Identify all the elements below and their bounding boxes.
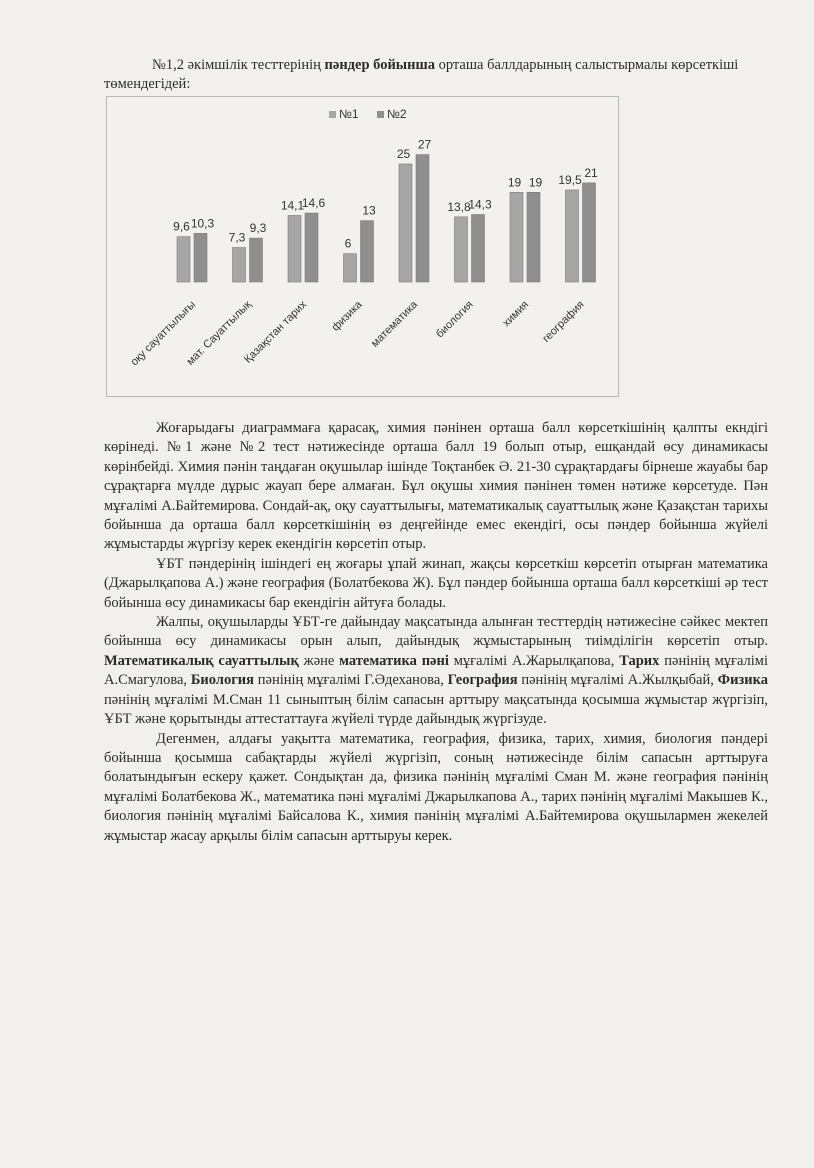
bar-2-7 bbox=[583, 183, 596, 282]
intro-text bbox=[104, 56, 764, 94]
intro-text-start: №1,2 әкімшілік тесттерінің bbox=[152, 57, 325, 73]
intro-text-end: орташа баллдарының салыстырмалы көрсеткіші төмендегідей: bbox=[104, 57, 739, 92]
data-label-1-0: 9,6 bbox=[173, 219, 190, 234]
p3-bold-4: Биология bbox=[190, 672, 254, 689]
data-label-2-5: 14,3 bbox=[468, 197, 492, 212]
data-label-1-6: 19 bbox=[507, 175, 522, 190]
bar-1-0 bbox=[177, 237, 190, 282]
category-label-5: биология bbox=[433, 298, 476, 341]
category-label-1: мат. Сауаттылық bbox=[184, 298, 254, 368]
category-label-6: химия bbox=[500, 298, 532, 330]
bar-2-0 bbox=[194, 233, 207, 282]
legend-label-1: №1 bbox=[339, 107, 359, 121]
data-label-2-2: 14,6 bbox=[301, 196, 326, 211]
bar-1-6 bbox=[510, 192, 523, 282]
data-label-1-4: 25 bbox=[396, 147, 411, 161]
p3-text-3: мұғалімі А.Жарылқапова, bbox=[448, 652, 620, 669]
paragraph-4: Дегенмен, алдағы уақытта математика, география, физика, тарих, химия, биология пәндері бойынша қосымша сабақтарды жүйелі жүргізіп, соның нәтижесінде білім сапасын арттыруға болатындығын ескеру қажет. Сондықтан да, физика пәнінің мұғалімі Сман М. және география пәнінің мұғалімі Болатбекова Ж., математика пәні мұғалімі Джарылкапова А., тарих пәнінің мұғалімі Макышев К., биология пәнінің мұғалімі Байсалова К., химия пәнінің мұғалімі А.Байтемирова оқушылармен жекелей жұмыстар жасау арқылы білім сапасын арттыруы керек. bbox=[104, 730, 768, 844]
data-label-1-1: 7,3 bbox=[228, 230, 246, 245]
data-label-2-1: 9,3 bbox=[249, 221, 267, 236]
p3-text-2: және bbox=[298, 652, 340, 669]
paragraph-1: Жоғарыдағы диаграммаға қарасақ, химия пәнінен орташа балл көрсеткішінің қалпты екндігі көрінеді. №1 және №2 тест нәтижесінде орташа балл 19 болып отыр, ешқандай өсу динамикасы көрінбейді. Химия пәнін таңдаған оқушылар ішінде Тоқтанбек Ә. 21-30 сұрақтардағы бірнеше жауабы бар сұрақтарға мүлде дұрыс жауап бере алмаған. Бұл оқушы химия пәнінен төмен нәтиже көрсетуде. Пән мұғалімі А.Байтемирова. Сондай-ақ, оқу сауаттылығы, математикалық сауаттылық және Қазақстан тарихы бойынша да орташа балл көрсеткішінің өз деңгейінде емес екендігі, осы пәндер бойынша жүйелі жұмыстарды жүргізу керек екендігін көрсетіп отыр. bbox=[104, 420, 768, 553]
legend-swatch-1 bbox=[329, 111, 336, 118]
bar-2-5 bbox=[472, 215, 485, 282]
p3-bold-1: Математикалық сауаттылық bbox=[104, 652, 299, 669]
bar-2-1 bbox=[250, 238, 263, 282]
bar-1-1 bbox=[233, 248, 246, 282]
paragraph-2: ҰБТ пәндерінің ішіндегі ең жоғары ұпай жинап, жақсы көрсеткіш көрсетіп отырған математика (Джарылқапова А.) және география (Болатбекова Ж). Бұл пәндер бойынша орташа балл көрсеткіші әр тест бойынша өсу динамикасы бар екендігін айтуға болады. bbox=[104, 555, 768, 611]
data-label-2-0: 10,3 bbox=[190, 216, 215, 231]
category-label-7: география bbox=[540, 298, 587, 345]
p3-bold-6: Физика bbox=[717, 672, 768, 689]
data-label-2-6: 19 bbox=[528, 175, 543, 190]
p3-bold-3: Тарих bbox=[619, 652, 660, 669]
legend-label-2: №2 bbox=[387, 107, 407, 121]
data-label-1-3: 6 bbox=[344, 236, 352, 251]
bar-2-4 bbox=[416, 155, 429, 282]
bar-1-7 bbox=[566, 190, 579, 282]
bar-1-4 bbox=[399, 164, 412, 282]
data-label-2-3: 13 bbox=[362, 203, 376, 218]
data-label-1-7: 19,5 bbox=[558, 172, 582, 187]
bar-1-3 bbox=[344, 254, 357, 282]
data-label-2-4: 27 bbox=[417, 137, 432, 152]
bar-1-5 bbox=[455, 217, 468, 282]
p3-text-5: пәнінің мұғалімі Г.Әдеханова, bbox=[253, 672, 448, 689]
bar-2-2 bbox=[305, 213, 318, 282]
bar-chart bbox=[106, 96, 619, 397]
bar-1-2 bbox=[288, 215, 301, 282]
data-label-1-5: 13,8 bbox=[447, 199, 471, 214]
body-text bbox=[104, 419, 768, 846]
bar-chart-svg bbox=[107, 97, 618, 396]
data-label-1-2: 14,1 bbox=[280, 198, 305, 213]
p3-text-6: пәнінің мұғалімі А.Жылқыбай, bbox=[517, 672, 718, 689]
category-label-2: Қазақстан тарих bbox=[242, 298, 310, 366]
bar-2-6 bbox=[527, 192, 540, 282]
intro-text-bold: пәндер бойынша bbox=[324, 57, 435, 73]
p3-bold-2: математика пәні bbox=[339, 652, 449, 669]
paragraph-3 bbox=[104, 613, 768, 729]
data-label-2-7: 21 bbox=[584, 165, 598, 180]
p3-text-7: пәнінің мұғалімі М.Сман 11 сыныптың білім сапасын арттыру мақсатында қосымша жұмыстар жүргізіп, ҰБТ және қорытынды аттестаттауға жүйелі түрде дайындық жүргізуде. bbox=[104, 691, 768, 728]
category-label-0: оқу сауаттылығы bbox=[128, 298, 199, 369]
legend-swatch-2 bbox=[377, 111, 384, 118]
category-label-3: физика bbox=[329, 298, 365, 334]
p3-bold-5: География bbox=[447, 672, 518, 689]
p3-text-4: пәнінің мұғалімі А.Смагулова, bbox=[104, 652, 769, 689]
p3-text-1: Жалпы, оқушыларды ҰБТ-ге дайындау мақсатында алынған тесттердің нәтижесіне сәйкес мектеп бойынша өсу динамикасы орын алып, дайындық жұмыстарының тиімділігін көрсетіп отыр. bbox=[104, 614, 768, 650]
bar-2-3 bbox=[361, 221, 374, 282]
category-label-4: математика bbox=[369, 298, 421, 350]
